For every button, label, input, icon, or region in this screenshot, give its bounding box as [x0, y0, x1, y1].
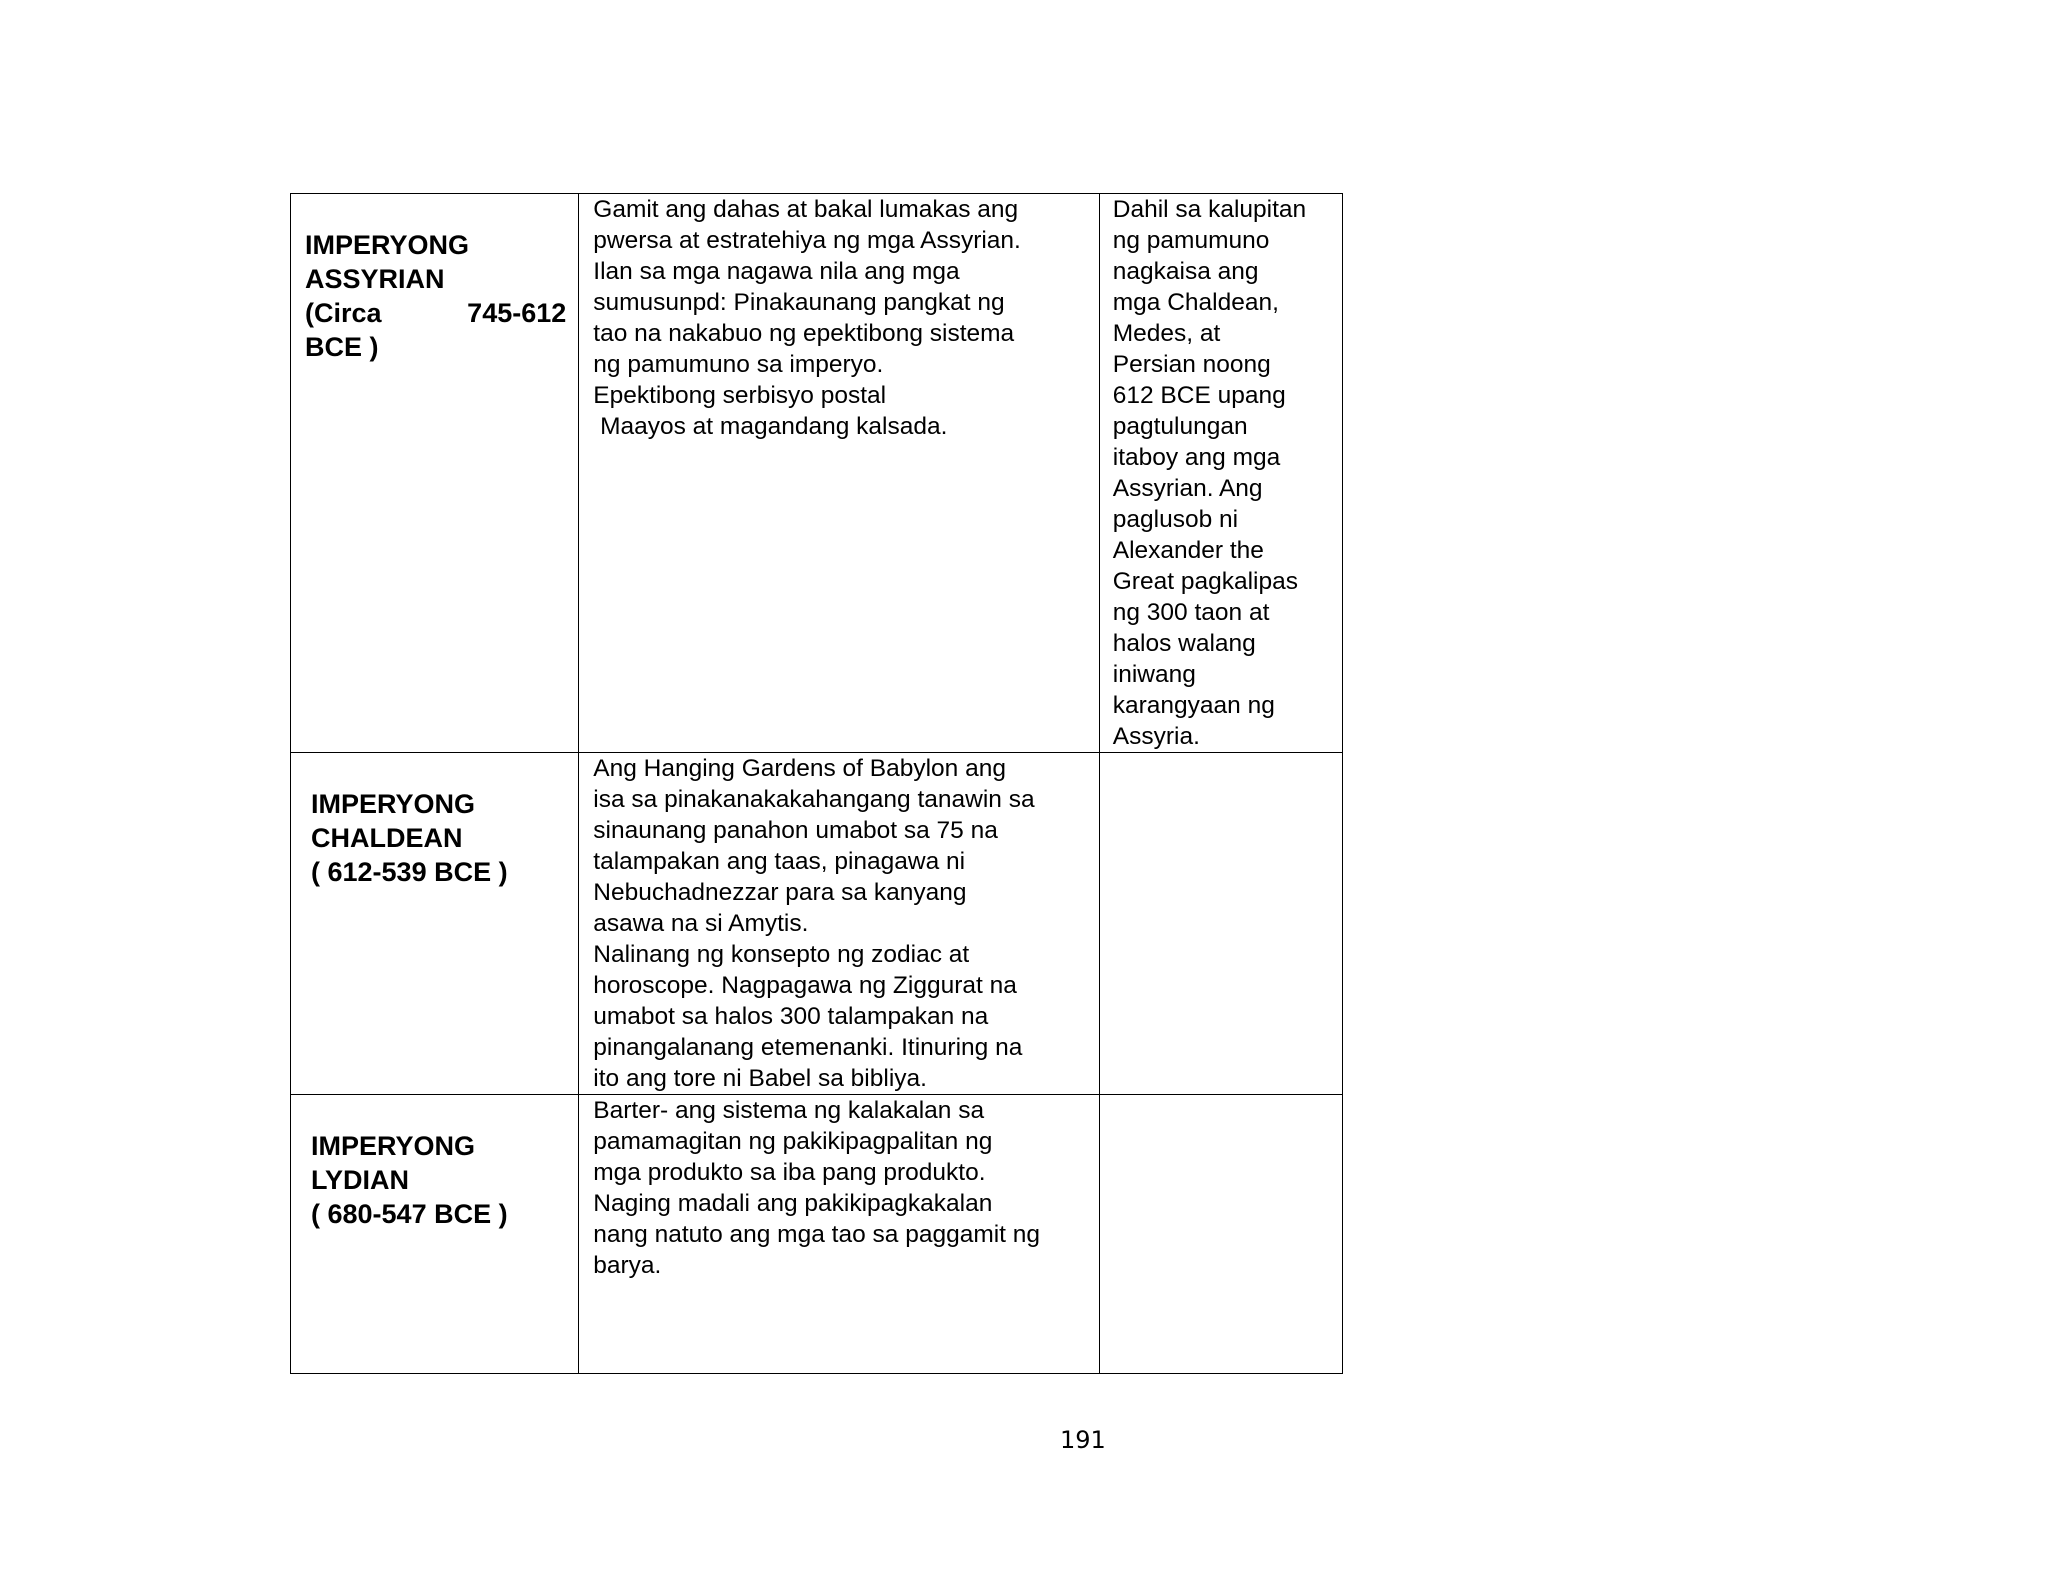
description-line: mga produkto sa iba pang produkto.: [593, 1159, 986, 1186]
notes-line: Dahil sa kalupitan: [1112, 196, 1307, 223]
description-line: isa sa pinakanakakahangang tanawin sa: [593, 786, 1035, 813]
notes-line: halos walang: [1112, 630, 1256, 657]
notes-line: Assyria.: [1112, 723, 1200, 750]
empire-name-cell: [291, 1095, 579, 1374]
notes-line: Persian noong: [1112, 351, 1271, 378]
notes-line: ng 300 taon at: [1112, 599, 1270, 626]
description-line: Barter- ang sistema ng kalakalan sa: [593, 1097, 985, 1124]
description-line: barya.: [593, 1252, 662, 1279]
empire-description: [579, 194, 1098, 442]
description-line: talampakan ang taas, pinagawa ni: [593, 848, 966, 875]
empire-name-line: IMPERYONG: [311, 1131, 476, 1161]
empire-description: [579, 753, 1098, 1094]
empire-name-line: IMPERYONG: [305, 230, 470, 260]
table-row: [291, 194, 1343, 753]
empire-notes: [1100, 194, 1342, 752]
description-line: Maayos at magandang kalsada.: [593, 413, 948, 440]
description-line: Ang Hanging Gardens of Babylon ang: [593, 755, 1006, 782]
empire-period-prefix: (Circa: [305, 298, 382, 328]
empire-name: [291, 1095, 578, 1231]
notes-line: 612 BCE upang: [1112, 382, 1286, 409]
notes-line: Great pagkalipas: [1112, 568, 1298, 595]
empire-period: ( 680-547 BCE ): [311, 1199, 508, 1229]
description-line: horoscope. Nagpagawa ng Ziggurat na: [593, 972, 1017, 999]
description-line: Nebuchadnezzar para sa kanyang: [593, 879, 967, 906]
empire-notes-cell: [1099, 194, 1342, 753]
empire-description-cell: [579, 1095, 1099, 1374]
description-line: asawa na si Amytis.: [593, 910, 809, 937]
empire-description: [579, 1095, 1098, 1281]
empire-period: ( 612-539 BCE ): [311, 857, 508, 887]
empires-table: [290, 193, 1343, 1374]
notes-line: itaboy ang mga: [1112, 444, 1281, 471]
empire-name-cell: [291, 753, 579, 1095]
table-row: [291, 753, 1343, 1095]
notes-line: pagtulungan: [1112, 413, 1248, 440]
description-line: Ilan sa mga nagawa nila ang mga: [593, 258, 960, 285]
page-number: 191: [1060, 1426, 1106, 1454]
notes-line: karangyaan ng: [1112, 692, 1275, 719]
description-line: pinangalanang etemenanki. Itinuring na: [593, 1034, 1023, 1061]
empire-name-line: ASSYRIAN: [305, 264, 445, 294]
description-line: ito ang tore ni Babel sa bibliya.: [593, 1065, 927, 1092]
notes-line: ng pamumuno: [1112, 227, 1270, 254]
notes-line: Alexander the: [1112, 537, 1264, 564]
description-line: tao na nakabuo ng epektibong sistema: [593, 320, 1015, 347]
empire-notes-cell: [1099, 1095, 1342, 1374]
description-line: pwersa at estratehiya ng mga Assyrian.: [593, 227, 1021, 254]
empire-name-line: CHALDEAN: [311, 823, 463, 853]
empire-description-cell: [579, 194, 1099, 753]
empire-name-cell: [291, 194, 579, 753]
notes-line: iniwang: [1112, 661, 1196, 688]
empire-name: [291, 753, 578, 889]
description-line: nang natuto ang mga tao sa paggamit ng: [593, 1221, 1041, 1248]
description-line: Nalinang ng konsepto ng zodiac at: [593, 941, 970, 968]
empire-notes-cell: [1099, 753, 1342, 1095]
empire-name-line: LYDIAN: [311, 1165, 410, 1195]
description-line: sinaunang panahon umabot sa 75 na: [593, 817, 998, 844]
notes-line: Medes, at: [1112, 320, 1221, 347]
empire-period: [305, 296, 566, 330]
description-line: Gamit ang dahas at bakal lumakas ang: [593, 196, 1019, 223]
notes-line: Assyrian. Ang: [1112, 475, 1263, 502]
empire-name-line: IMPERYONG: [311, 789, 476, 819]
empire-description-cell: [579, 753, 1099, 1095]
description-line: umabot sa halos 300 talampakan na: [593, 1003, 989, 1030]
notes-line: paglusob ni: [1112, 506, 1239, 533]
description-line: sumusunpd: Pinakaunang pangkat ng: [593, 289, 1005, 316]
description-line: pamamagitan ng pakikipagpalitan ng: [593, 1128, 993, 1155]
empire-period-years: 745-612: [467, 298, 567, 328]
empire-name: [291, 194, 578, 364]
description-line: Naging madali ang pakikipagkakalan: [593, 1190, 993, 1217]
notes-line: mga Chaldean,: [1112, 289, 1279, 316]
description-line: ng pamumuno sa imperyo.: [593, 351, 884, 378]
description-line: Epektibong serbisyo postal: [593, 382, 887, 409]
empire-period-suffix: BCE ): [305, 332, 379, 362]
notes-line: nagkaisa ang: [1112, 258, 1259, 285]
table-row: [291, 1095, 1343, 1374]
